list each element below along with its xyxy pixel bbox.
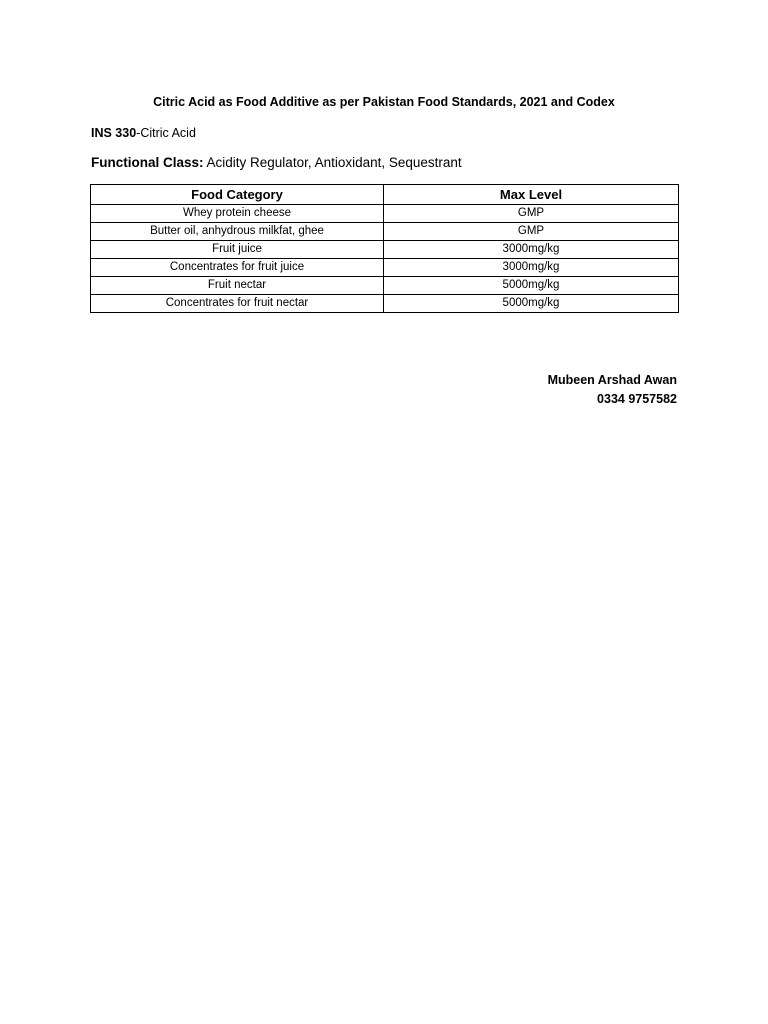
max-level-cell: 5000mg/kg (384, 295, 679, 313)
food-category-cell: Butter oil, anhydrous milkfat, ghee (91, 223, 384, 241)
functional-class-value: Acidity Regulator, Antioxidant, Sequestrant (203, 155, 462, 170)
max-level-cell: GMP (384, 223, 679, 241)
header-food-category: Food Category (91, 185, 384, 205)
food-category-cell: Concentrates for fruit juice (91, 259, 384, 277)
table-row (91, 241, 679, 259)
food-category-cell: Fruit nectar (91, 277, 384, 295)
ins-name: -Citric Acid (136, 126, 196, 140)
header-max-level: Max Level (384, 185, 679, 205)
table-row (91, 259, 679, 277)
food-category-cell: Fruit juice (91, 241, 384, 259)
additive-table (90, 184, 679, 313)
signature-block (548, 371, 677, 409)
table-row (91, 223, 679, 241)
functional-class-line (91, 154, 462, 171)
table-header-row (91, 185, 679, 205)
document-title: Citric Acid as Food Additive as per Pakistan Food Standards, 2021 and Codex (153, 95, 615, 109)
table-row (91, 205, 679, 223)
author-phone: 0334 9757582 (597, 392, 677, 406)
ins-line (91, 125, 196, 141)
max-level-cell: GMP (384, 205, 679, 223)
max-level-cell: 3000mg/kg (384, 241, 679, 259)
food-category-cell: Whey protein cheese (91, 205, 384, 223)
food-category-cell: Concentrates for fruit nectar (91, 295, 384, 313)
functional-class-label: Functional Class: (91, 155, 204, 170)
ins-label: INS 330 (91, 126, 137, 140)
table-row (91, 277, 679, 295)
author-name: Mubeen Arshad Awan (547, 373, 677, 387)
table-row (91, 295, 679, 313)
max-level-cell: 3000mg/kg (384, 259, 679, 277)
max-level-cell: 5000mg/kg (384, 277, 679, 295)
